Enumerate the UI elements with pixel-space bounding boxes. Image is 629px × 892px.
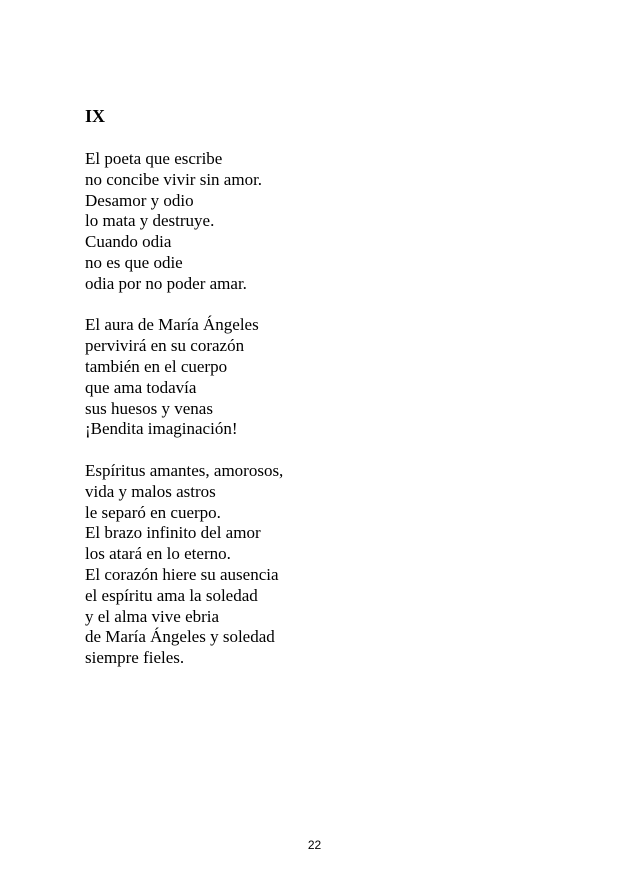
poem-line: lo mata y destruye.: [85, 211, 215, 231]
poem-line: también en el cuerpo: [85, 356, 228, 376]
poem-line: Desamor y odio: [85, 190, 194, 210]
poem-line: El aura de María Ángeles: [85, 315, 259, 335]
poem-line: pervivirá en su corazón: [85, 336, 245, 356]
poem-line: vida y malos astros: [85, 481, 216, 501]
poem-line: El corazón hiere su ausencia: [85, 564, 279, 584]
poem-line: le separó en cuerpo.: [85, 502, 221, 522]
stanza-3: [85, 461, 585, 669]
poem-body: [85, 149, 585, 690]
poem-line: ¡Bendita imaginación!: [85, 419, 238, 439]
poem-title: IX: [85, 106, 106, 126]
page-number: 22: [307, 838, 322, 852]
poem-line: los atará en lo eterno.: [85, 544, 231, 564]
poem-line: no es que odie: [85, 252, 183, 272]
poem-line: El poeta que escribe: [85, 149, 223, 168]
poem-line: de María Ángeles y soledad: [85, 627, 275, 647]
poem-line: Cuando odia: [85, 232, 172, 252]
poem-line: siempre fieles.: [85, 648, 185, 668]
poem-line: sus huesos y venas: [85, 398, 213, 418]
poem-line: el espíritu ama la soledad: [85, 585, 258, 605]
poem-line: Espíritus amantes, amorosos,: [85, 460, 284, 480]
poem-line: que ama todavía: [85, 377, 197, 397]
poem-line: y el alma vive ebria: [85, 606, 220, 626]
poem-line: no concibe vivir sin amor.: [85, 169, 263, 189]
poem-line: El brazo infinito del amor: [85, 523, 261, 543]
poem-line: odia por no poder amar.: [85, 273, 247, 293]
stanza-2: [85, 315, 585, 440]
stanza-1: [85, 149, 585, 295]
